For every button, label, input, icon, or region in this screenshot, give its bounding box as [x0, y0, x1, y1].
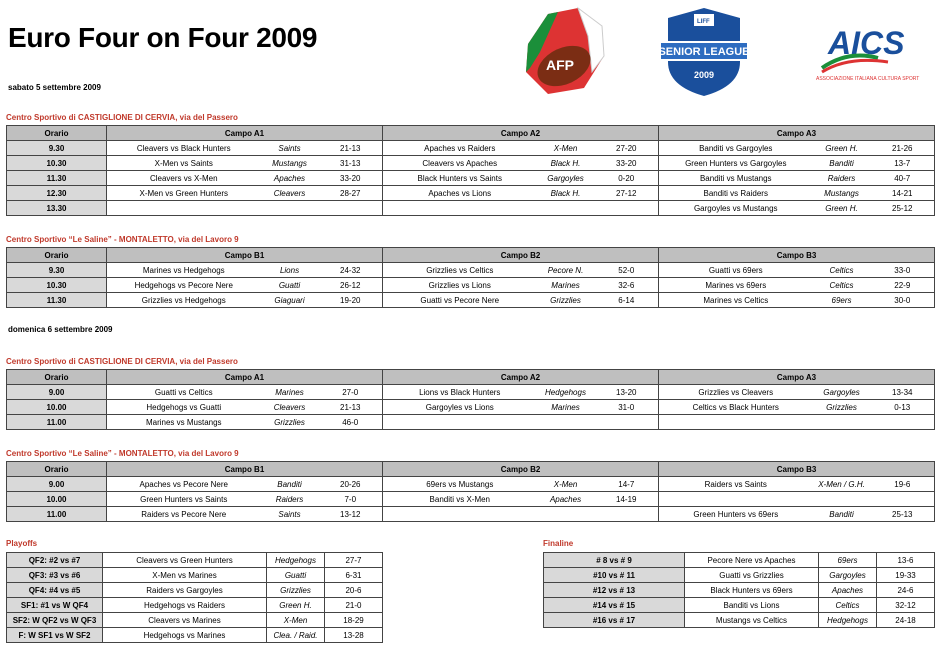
col-orario: Orario — [7, 462, 107, 477]
referee-cell: Banditi — [813, 507, 871, 522]
table-row — [7, 156, 935, 171]
day2-date: domenica 6 settembre 2009 — [8, 325, 113, 334]
day1-date: sabato 5 settembre 2009 — [8, 83, 101, 92]
score-cell: 33-20 — [319, 171, 383, 186]
match-cell: X-Men vs Saints — [107, 156, 261, 171]
referee-cell: Clea. / Raid. — [267, 628, 325, 643]
match-cell: Guatti vs Grizzlies — [685, 568, 819, 583]
match-cell: Raiders vs Saints — [659, 477, 813, 492]
score-cell: 32-6 — [595, 278, 659, 293]
referee-cell: Green H. — [813, 201, 871, 216]
time-cell: 9.00 — [7, 385, 107, 400]
referee-cell: X-Men — [537, 477, 595, 492]
score-cell: 0-20 — [595, 171, 659, 186]
afp-logo — [518, 6, 610, 98]
table-row — [7, 553, 383, 568]
match-cell — [659, 415, 813, 430]
round-label: F: W SF1 vs W SF2 — [7, 628, 103, 643]
table-row — [7, 492, 935, 507]
block3-venue: Centro Sportivo di CASTIGLIONE DI CERVIA, via del Passero — [6, 357, 238, 366]
table-row — [7, 141, 935, 156]
score-cell: 33-20 — [595, 156, 659, 171]
time-cell: 10.00 — [7, 400, 107, 415]
referee-cell: Hedgehogs — [537, 385, 595, 400]
match-cell — [659, 492, 813, 507]
match-cell: Guatti vs 69ers — [659, 263, 813, 278]
score-cell: 24-6 — [877, 583, 935, 598]
referee-cell: Grizzlies — [267, 583, 325, 598]
score-cell: 7-0 — [319, 492, 383, 507]
table-row — [7, 415, 935, 430]
referee-cell — [537, 507, 595, 522]
match-cell: Guatti vs Pecore Nere — [383, 293, 537, 308]
col-campo-b3: Campo B3 — [659, 248, 935, 263]
match-cell: Marines vs Hedgehogs — [107, 263, 261, 278]
match-cell: Black Hunters vs Saints — [383, 171, 537, 186]
svg-text:AICS: AICS — [828, 25, 905, 61]
match-cell — [383, 415, 537, 430]
score-cell: 13-28 — [325, 628, 383, 643]
score-cell: 21-0 — [325, 598, 383, 613]
block1-venue: Centro Sportivo di CASTIGLIONE DI CERVIA, via del Passero — [6, 113, 238, 122]
match-cell: Hedgehogs vs Raiders — [103, 598, 267, 613]
match-cell: Raiders vs Gargoyles — [103, 583, 267, 598]
referee-cell: Pecore N. — [537, 263, 595, 278]
score-cell: 20-26 — [319, 477, 383, 492]
match-cell: Celtics vs Black Hunters — [659, 400, 813, 415]
referee-cell: Raiders — [261, 492, 319, 507]
score-cell: 20-6 — [325, 583, 383, 598]
score-cell: 40-7 — [871, 171, 935, 186]
round-label: #10 vs # 11 — [544, 568, 685, 583]
referee-cell — [813, 415, 871, 430]
referee-cell — [537, 415, 595, 430]
match-cell: Apaches vs Lions — [383, 186, 537, 201]
score-cell: 13-6 — [877, 553, 935, 568]
score-cell: 14-7 — [595, 477, 659, 492]
aics-logo — [808, 14, 934, 84]
match-cell: Hedgehogs vs Marines — [103, 628, 267, 643]
block4-venue: Centro Sportivo “Le Saline” - MONTALETTO, via del Lavoro 9 — [6, 449, 239, 458]
page-title: Euro Four on Four 2009 — [8, 22, 318, 53]
match-cell — [383, 507, 537, 522]
referee-cell: Saints — [261, 141, 319, 156]
referee-cell — [261, 201, 319, 216]
referee-cell: Celtics — [813, 278, 871, 293]
referee-cell: Grizzlies — [537, 293, 595, 308]
score-cell: 33-0 — [871, 263, 935, 278]
match-cell: Grizzlies vs Celtics — [383, 263, 537, 278]
match-cell: Cleavers vs Green Hunters — [103, 553, 267, 568]
round-label: QF2: #2 vs #7 — [7, 553, 103, 568]
table-row — [7, 186, 935, 201]
referee-cell: Guatti — [261, 278, 319, 293]
table-row — [7, 201, 935, 216]
score-cell: 32-12 — [877, 598, 935, 613]
time-cell: 10.00 — [7, 492, 107, 507]
table-row — [544, 598, 935, 613]
referee-cell: Lions — [261, 263, 319, 278]
score-cell: 19-20 — [319, 293, 383, 308]
referee-cell: Gargoyles — [537, 171, 595, 186]
time-cell: 9.30 — [7, 263, 107, 278]
score-cell: 24-18 — [877, 613, 935, 628]
score-cell: 19-6 — [871, 477, 935, 492]
match-cell: Guatti vs Celtics — [107, 385, 261, 400]
referee-cell: Apaches — [537, 492, 595, 507]
referee-cell: X-Men — [537, 141, 595, 156]
match-cell: Banditi vs Gargoyles — [659, 141, 813, 156]
table-row — [7, 263, 935, 278]
referee-cell: Black H. — [537, 156, 595, 171]
score-cell: 6-31 — [325, 568, 383, 583]
score-cell: 14-21 — [871, 186, 935, 201]
match-cell: Cleavers vs Apaches — [383, 156, 537, 171]
referee-cell: Hedgehogs — [267, 553, 325, 568]
score-cell: 24-32 — [319, 263, 383, 278]
referee-cell: Gargoyles — [819, 568, 877, 583]
round-label: QF4: #4 vs #5 — [7, 583, 103, 598]
score-cell: 27-7 — [325, 553, 383, 568]
match-cell: Lions vs Black Hunters — [383, 385, 537, 400]
col-campo-a3: Campo A3 — [659, 370, 935, 385]
match-cell: Banditi vs Lions — [685, 598, 819, 613]
match-cell: Grizzlies vs Lions — [383, 278, 537, 293]
round-label: #12 vs # 13 — [544, 583, 685, 598]
svg-text:AFP: AFP — [546, 57, 574, 73]
match-cell — [383, 201, 537, 216]
col-campo-b1: Campo B1 — [107, 248, 383, 263]
match-cell: Hedgehogs vs Pecore Nere — [107, 278, 261, 293]
match-cell: Black Hunters vs 69ers — [685, 583, 819, 598]
match-cell: X-Men vs Green Hunters — [107, 186, 261, 201]
referee-cell: Cleavers — [261, 186, 319, 201]
match-cell: Apaches vs Raiders — [383, 141, 537, 156]
svg-text:ASSOCIAZIONE ITALIANA CULTURA: ASSOCIAZIONE ITALIANA CULTURA SPORT — [816, 76, 920, 82]
score-cell: 22-9 — [871, 278, 935, 293]
score-cell: 31-13 — [319, 156, 383, 171]
match-cell: X-Men vs Marines — [103, 568, 267, 583]
match-cell: Gargoyles vs Mustangs — [659, 201, 813, 216]
referee-cell: X-Men / G.H. — [813, 477, 871, 492]
col-campo-b3: Campo B3 — [659, 462, 935, 477]
svg-text:SENIOR LEAGUE: SENIOR LEAGUE — [658, 46, 750, 58]
score-cell: 14-19 — [595, 492, 659, 507]
match-cell: Green Hunters vs Saints — [107, 492, 261, 507]
referee-cell: X-Men — [267, 613, 325, 628]
referee-cell: Hedgehogs — [819, 613, 877, 628]
col-orario: Orario — [7, 248, 107, 263]
score-cell: 21-13 — [319, 400, 383, 415]
time-cell: 11.30 — [7, 293, 107, 308]
match-cell: Marines vs 69ers — [659, 278, 813, 293]
table-row — [544, 583, 935, 598]
col-campo-a2: Campo A2 — [383, 126, 659, 141]
table-row — [7, 400, 935, 415]
score-cell: 25-13 — [871, 507, 935, 522]
match-cell: Grizzlies vs Hedgehogs — [107, 293, 261, 308]
match-cell: Mustangs vs Celtics — [685, 613, 819, 628]
referee-cell: Raiders — [813, 171, 871, 186]
match-cell: Grizzlies vs Cleavers — [659, 385, 813, 400]
match-cell: Marines vs Celtics — [659, 293, 813, 308]
match-cell: Raiders vs Pecore Nere — [107, 507, 261, 522]
time-cell: 9.00 — [7, 477, 107, 492]
col-orario: Orario — [7, 126, 107, 141]
match-cell: Banditi vs Mustangs — [659, 171, 813, 186]
score-cell: 19-33 — [877, 568, 935, 583]
table-row — [544, 553, 935, 568]
score-cell: 27-12 — [595, 186, 659, 201]
score-cell: 21-26 — [871, 141, 935, 156]
table-row — [544, 613, 935, 628]
time-cell: 13.30 — [7, 201, 107, 216]
time-cell: 12.30 — [7, 186, 107, 201]
referee-cell: 69ers — [813, 293, 871, 308]
time-cell: 10.30 — [7, 278, 107, 293]
referee-cell: Banditi — [813, 156, 871, 171]
time-cell: 11.00 — [7, 415, 107, 430]
referee-cell: Green H. — [267, 598, 325, 613]
referee-cell: Celtics — [813, 263, 871, 278]
svg-text:LIFF: LIFF — [697, 19, 710, 25]
time-cell: 11.30 — [7, 171, 107, 186]
senior-league-logo — [658, 6, 750, 98]
match-cell: Gargoyles vs Lions — [383, 400, 537, 415]
finaline-title: Finaline — [543, 539, 574, 548]
col-campo-b1: Campo B1 — [107, 462, 383, 477]
col-campo-a1: Campo A1 — [107, 126, 383, 141]
score-cell: 46-0 — [319, 415, 383, 430]
referee-cell: Black H. — [537, 186, 595, 201]
score-cell: 28-27 — [319, 186, 383, 201]
referee-cell: Guatti — [267, 568, 325, 583]
referee-cell: Marines — [261, 385, 319, 400]
score-cell: 0-13 — [871, 400, 935, 415]
score-cell: 30-0 — [871, 293, 935, 308]
match-cell: Cleavers vs Marines — [103, 613, 267, 628]
score-cell: 6-14 — [595, 293, 659, 308]
col-campo-a3: Campo A3 — [659, 126, 935, 141]
referee-cell: Green H. — [813, 141, 871, 156]
score-cell: 52-0 — [595, 263, 659, 278]
referee-cell — [813, 492, 871, 507]
referee-cell: Apaches — [819, 583, 877, 598]
block1-table — [6, 125, 935, 216]
score-cell: 13-12 — [319, 507, 383, 522]
match-cell: Marines vs Mustangs — [107, 415, 261, 430]
referee-cell: Apaches — [261, 171, 319, 186]
score-cell: 25-12 — [871, 201, 935, 216]
match-cell: Green Hunters vs 69ers — [659, 507, 813, 522]
referee-cell: Marines — [537, 400, 595, 415]
playoffs-title: Playoffs — [6, 539, 38, 548]
time-cell: 11.00 — [7, 507, 107, 522]
table-row — [7, 598, 383, 613]
col-campo-a1: Campo A1 — [107, 370, 383, 385]
score-cell: 27-0 — [319, 385, 383, 400]
round-label: #16 vs # 17 — [544, 613, 685, 628]
match-cell: 69ers vs Mustangs — [383, 477, 537, 492]
time-cell: 10.30 — [7, 156, 107, 171]
round-label: SF1: #1 vs W QF4 — [7, 598, 103, 613]
match-cell: Cleavers vs Black Hunters — [107, 141, 261, 156]
referee-cell: Cleavers — [261, 400, 319, 415]
table-row — [7, 171, 935, 186]
round-label: #14 vs # 15 — [544, 598, 685, 613]
round-label: QF3: #3 vs #6 — [7, 568, 103, 583]
table-row — [544, 568, 935, 583]
referee-cell: Banditi — [261, 477, 319, 492]
table-row — [7, 278, 935, 293]
round-label: # 8 vs # 9 — [544, 553, 685, 568]
match-cell — [107, 201, 261, 216]
finaline-table — [543, 552, 935, 628]
match-cell: Pecore Nere vs Apaches — [685, 553, 819, 568]
referee-cell: Grizzlies — [261, 415, 319, 430]
table-row — [7, 613, 383, 628]
table-row — [7, 293, 935, 308]
score-cell — [319, 201, 383, 216]
col-campo-b2: Campo B2 — [383, 462, 659, 477]
col-campo-a2: Campo A2 — [383, 370, 659, 385]
referee-cell: Mustangs — [813, 186, 871, 201]
table-row — [7, 477, 935, 492]
referee-cell: Gargoyles — [813, 385, 871, 400]
referee-cell — [537, 201, 595, 216]
playoffs-table — [6, 552, 383, 643]
match-cell: Cleavers vs X-Men — [107, 171, 261, 186]
referee-cell: Giaguari — [261, 293, 319, 308]
round-label: SF2: W QF2 vs W QF3 — [7, 613, 103, 628]
score-cell: 13-34 — [871, 385, 935, 400]
col-orario: Orario — [7, 370, 107, 385]
match-cell: Banditi vs X-Men — [383, 492, 537, 507]
block3-table — [6, 369, 935, 430]
block4-table — [6, 461, 935, 522]
score-cell: 13-7 — [871, 156, 935, 171]
score-cell: 18-29 — [325, 613, 383, 628]
referee-cell: Mustangs — [261, 156, 319, 171]
referee-cell: Marines — [537, 278, 595, 293]
score-cell — [871, 415, 935, 430]
score-cell: 27-20 — [595, 141, 659, 156]
table-row — [7, 385, 935, 400]
block2-venue: Centro Sportivo “Le Saline” - MONTALETTO, via del Lavoro 9 — [6, 235, 239, 244]
match-cell: Green Hunters vs Gargoyles — [659, 156, 813, 171]
score-cell — [595, 415, 659, 430]
time-cell: 9.30 — [7, 141, 107, 156]
match-cell: Banditi vs Raiders — [659, 186, 813, 201]
score-cell: 21-13 — [319, 141, 383, 156]
score-cell: 26-12 — [319, 278, 383, 293]
table-row — [7, 507, 935, 522]
table-row — [7, 628, 383, 643]
match-cell: Apaches vs Pecore Nere — [107, 477, 261, 492]
table-row — [7, 568, 383, 583]
match-cell: Hedgehogs vs Guatti — [107, 400, 261, 415]
score-cell: 13-20 — [595, 385, 659, 400]
block2-table — [6, 247, 935, 308]
table-row — [7, 583, 383, 598]
score-cell — [595, 201, 659, 216]
score-cell — [871, 492, 935, 507]
referee-cell: Celtics — [819, 598, 877, 613]
col-campo-b2: Campo B2 — [383, 248, 659, 263]
score-cell — [595, 507, 659, 522]
referee-cell: Grizzlies — [813, 400, 871, 415]
score-cell: 31-0 — [595, 400, 659, 415]
referee-cell: 69ers — [819, 553, 877, 568]
referee-cell: Saints — [261, 507, 319, 522]
svg-text:2009: 2009 — [693, 70, 715, 80]
